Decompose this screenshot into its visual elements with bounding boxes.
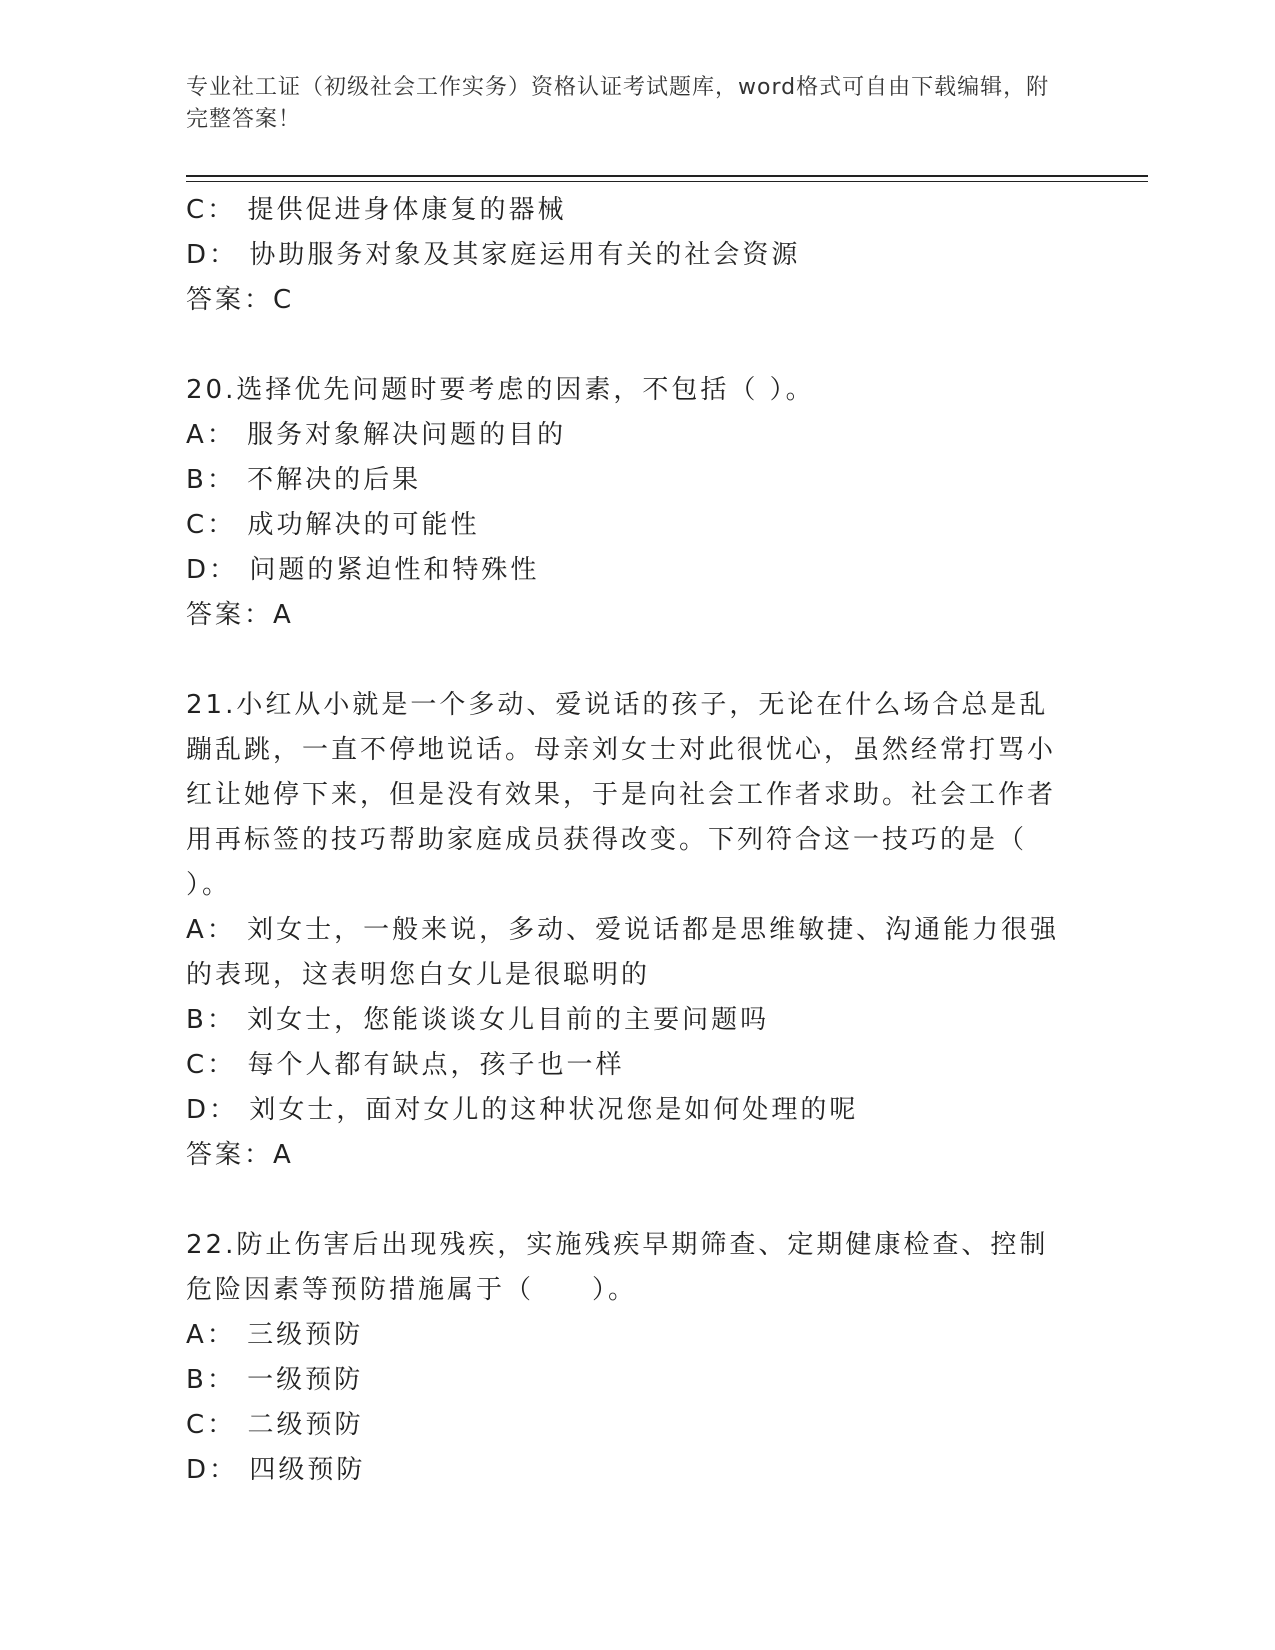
option-line: B： 不解决的后果 [186, 465, 422, 495]
question-content [186, 188, 1066, 1493]
header-rule-thin [186, 181, 1148, 182]
option-line: B： 一级预防 [186, 1365, 364, 1395]
option-line: C： 提供促进身体康复的器械 [186, 195, 567, 225]
header-rule-thick [186, 175, 1148, 177]
option-line: D： 四级预防 [186, 1455, 366, 1485]
answer-line: 答案：C [186, 285, 295, 315]
option-line: C： 二级预防 [186, 1410, 364, 1440]
question-stem: 22.防止伤害后出现残疾，实施残疾早期筛查、定期健康检查、控制危险因素等预防措施属于（ ）。 [186, 1230, 1049, 1305]
option-line: D： 问题的紧迫性和特殊性 [186, 555, 540, 585]
question-stem: 20.选择优先问题时要考虑的因素，不包括（ ）。 [186, 375, 815, 405]
option-line: D： 协助服务对象及其家庭运用有关的社会资源 [186, 240, 801, 270]
option-line: C： 每个人都有缺点，孩子也一样 [186, 1050, 625, 1080]
question-stem: 21.小红从小就是一个多动、爱说话的孩子，无论在什么场合总是乱蹦乱跳，一直不停地说话。母亲刘女士对此很忧心，虽然经常打骂小红让她停下来，但是没有效果，于是向社会工作者求助。社会工作者用再标签的技巧帮助家庭成员获得改变。下列符合这一技巧的是（ ）。 [186, 690, 1057, 900]
option-line: B： 刘女士，您能谈谈女儿目前的主要问题吗 [186, 1005, 770, 1035]
option-line: A： 刘女士，一般来说，多动、爱说话都是思维敏捷、沟通能力很强的表现，这表明您白女儿是很聪明的 [186, 915, 1060, 990]
option-line: D： 刘女士，面对女儿的这种状况您是如何处理的呢 [186, 1095, 859, 1125]
answer-line: 答案：A [186, 600, 294, 630]
document-header: 专业社工证（初级社会工作实务）资格认证考试题库，word格式可自由下载编辑，附完整答案！ [186, 75, 1050, 132]
answer-line: 答案：A [186, 1140, 294, 1170]
option-line: A： 服务对象解决问题的目的 [186, 420, 567, 450]
option-line: C： 成功解决的可能性 [186, 510, 480, 540]
option-line: A： 三级预防 [186, 1320, 364, 1350]
